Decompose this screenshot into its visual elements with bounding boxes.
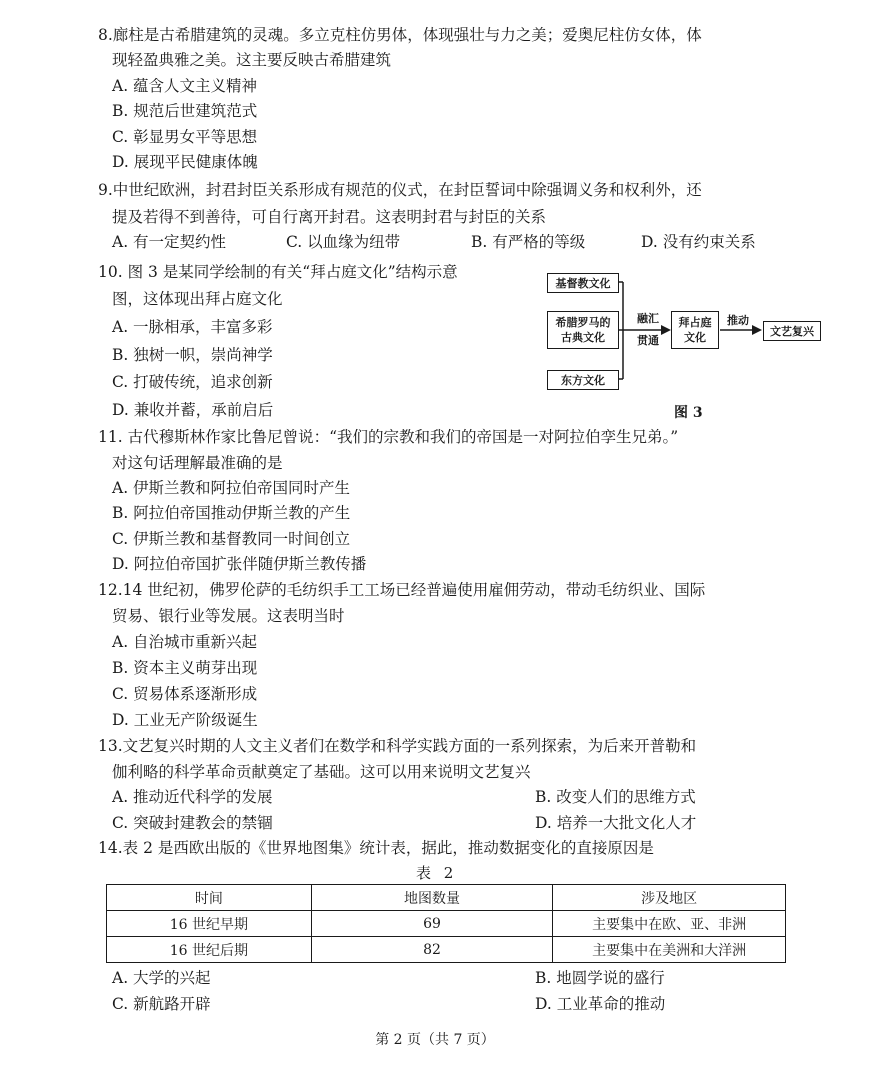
q8-stem-line-1: 8.廊柱是古希腊建筑的灵魂。多立克柱仿男体，体现强壮与力之美；爱奥尼柱仿女体，体 bbox=[98, 26, 702, 44]
q13-option-a: A. 推动近代科学的发展 bbox=[112, 788, 273, 806]
diagram-label-merge-1: 融汇 bbox=[637, 312, 659, 325]
table-row bbox=[107, 911, 786, 937]
diagram-text-greco-1: 希腊罗马的 bbox=[555, 316, 611, 329]
diagram-label-merge bbox=[631, 311, 665, 349]
q8-option-b: B. 规范后世建筑范式 bbox=[112, 102, 258, 120]
q10-option-b: B. 独树一帜，崇尚神学 bbox=[112, 346, 273, 364]
diagram-text-christian: 基督教文化 bbox=[555, 276, 611, 290]
q11-stem-line-1: 11. 古代穆斯林作家比鲁尼曾说：“我们的宗教和我们的帝国是一对阿拉伯孪生兄弟。” bbox=[98, 428, 679, 446]
q14-option-a: A. 大学的兴起 bbox=[112, 969, 211, 987]
q11-option-a: A. 伊斯兰教和阿拉伯帝国同时产生 bbox=[112, 479, 351, 497]
table-cell-map-count: 69 bbox=[311, 911, 553, 937]
q10-option-d: D. 兼收并蓄，承前启后 bbox=[112, 401, 274, 419]
q12-option-a: A. 自治城市重新兴起 bbox=[112, 633, 258, 651]
q11-option-b: B. 阿拉伯帝国推动伊斯兰教的产生 bbox=[112, 504, 351, 522]
table-cell-time: 16 世纪后期 bbox=[107, 937, 312, 963]
q9-option-c: C. 以血缘为纽带 bbox=[286, 233, 401, 251]
figure-3-caption: 图 3 bbox=[674, 405, 703, 421]
diagram-text-east: 东方文化 bbox=[561, 373, 605, 387]
diagram-text-byz-1: 拜占庭 bbox=[678, 316, 712, 329]
q8-stem-line-2: 现轻盈典雅之美。这主要反映古希腊建筑 bbox=[112, 51, 392, 69]
diagram-text-renaissance: 文艺复兴 bbox=[770, 324, 814, 338]
q11-option-c: C. 伊斯兰教和基督教同一时间创立 bbox=[112, 530, 351, 548]
q8-option-d: D. 展现平民健康体魄 bbox=[112, 153, 258, 171]
diagram-text-greco-2: 古典文化 bbox=[561, 331, 605, 344]
q12-stem-line-2: 贸易、银行业等发展。这表明当时 bbox=[112, 607, 345, 625]
q13-option-b: B. 改变人们的思维方式 bbox=[535, 788, 696, 806]
q9-option-d: D. 没有约束关系 bbox=[641, 233, 756, 251]
diagram-box-renaissance bbox=[763, 321, 821, 341]
q9-stem-line-2: 提及若得不到善待，可自行离开封君。这表明封君与封臣的关系 bbox=[112, 208, 547, 226]
q12-option-c: C. 贸易体系逐渐形成 bbox=[112, 685, 258, 703]
q14-option-b: B. 地圆学说的盛行 bbox=[535, 969, 665, 987]
q13-stem-line-2: 伽利略的科学革命贡献奠定了基础。这可以用来说明文艺复兴 bbox=[112, 763, 531, 781]
q13-option-c: C. 突破封建教会的禁锢 bbox=[112, 814, 273, 832]
q13-option-d: D. 培养一大批文化人才 bbox=[535, 814, 697, 832]
diagram-box-eastern-culture bbox=[547, 370, 619, 390]
q12-stem-line-1: 12.14 世纪初，佛罗伦萨的毛纺织手工工场已经普遍使用雇佣劳动，带动毛纺织业、国际 bbox=[98, 581, 706, 599]
table-header-time: 时间 bbox=[107, 885, 312, 911]
q14-option-c: C. 新航路开辟 bbox=[112, 995, 211, 1013]
table-header-region: 涉及地区 bbox=[553, 885, 786, 911]
table-header-row bbox=[107, 885, 786, 911]
table-2 bbox=[106, 884, 786, 963]
q12-option-d: D. 工业无产阶级诞生 bbox=[112, 711, 258, 729]
diagram-label-push: 推动 bbox=[727, 314, 749, 327]
table-row bbox=[107, 937, 786, 963]
diagram-label-merge-2: 贯通 bbox=[637, 334, 659, 347]
q11-stem-line-2: 对这句话理解最准确的是 bbox=[112, 454, 283, 472]
q10-option-a: A. 一脉相承，丰富多彩 bbox=[112, 318, 273, 336]
q13-stem-line-1: 13.文艺复兴时期的人文主义者们在数学和科学实践方面的一系列探索，为后来开普勒和 bbox=[98, 737, 697, 755]
table-cell-region: 主要集中在欧、亚、非洲 bbox=[553, 911, 786, 937]
diagram-text-byz-2: 文化 bbox=[684, 331, 706, 344]
q9-stem-line-1: 9.中世纪欧洲，封君封臣关系形成有规范的仪式，在封臣誓词中除强调义务和权利外，还 bbox=[98, 181, 702, 199]
table-header-map-count: 地图数量 bbox=[311, 885, 553, 911]
q10-stem-line-1: 10. 图 3 是某同学绘制的有关“拜占庭文化”结构示意 bbox=[98, 263, 458, 281]
q10-option-c: C. 打破传统，追求创新 bbox=[112, 373, 273, 391]
q9-option-a: A. 有一定契约性 bbox=[112, 233, 227, 251]
diagram-box-greco-roman-culture bbox=[547, 311, 619, 349]
q14-option-d: D. 工业革命的推动 bbox=[535, 995, 666, 1013]
page-footer: 第 2 页（共 7 页） bbox=[375, 1032, 495, 1048]
q10-stem-line-2: 图，这体现出拜占庭文化 bbox=[112, 290, 283, 308]
diagram-box-byzantine-culture bbox=[671, 311, 719, 349]
q8-option-c: C. 彰显男女平等思想 bbox=[112, 128, 258, 146]
table-cell-region: 主要集中在美洲和大洋洲 bbox=[553, 937, 786, 963]
q9-option-b: B. 有严格的等级 bbox=[471, 233, 586, 251]
q12-option-b: B. 资本主义萌芽出现 bbox=[112, 659, 258, 677]
q8-option-a: A. 蕴含人文主义精神 bbox=[112, 77, 258, 95]
table-2-caption: 表 2 bbox=[416, 864, 458, 882]
table-cell-time: 16 世纪早期 bbox=[107, 911, 312, 937]
table-cell-map-count: 82 bbox=[311, 937, 553, 963]
q14-stem-line-1: 14.表 2 是西欧出版的《世界地图集》统计表，据此，推动数据变化的直接原因是 bbox=[98, 839, 654, 857]
diagram-box-christian-culture bbox=[547, 273, 619, 293]
q11-option-d: D. 阿拉伯帝国扩张伴随伊斯兰教传播 bbox=[112, 555, 367, 573]
